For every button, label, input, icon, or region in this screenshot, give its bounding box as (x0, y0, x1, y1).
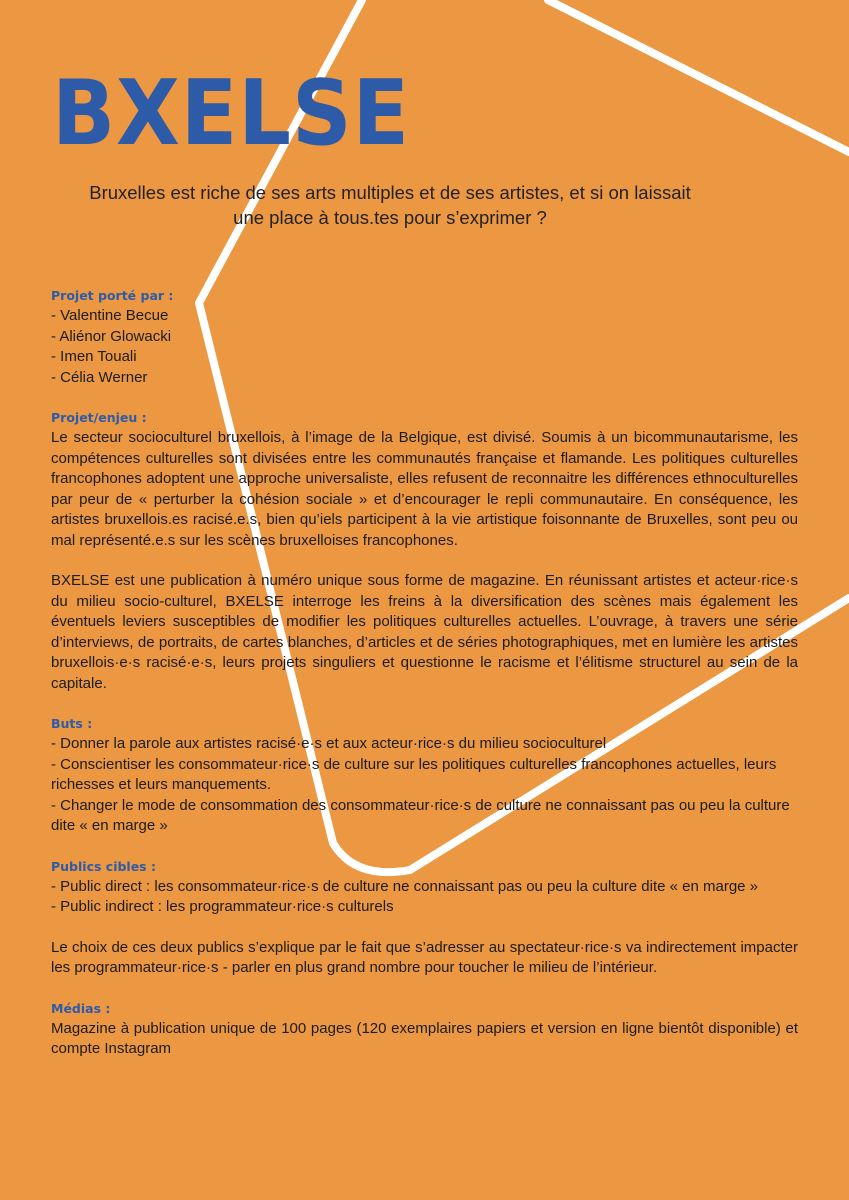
list-item: - Aliénor Glowacki (51, 327, 172, 345)
tagline (40, 180, 740, 230)
section-buts (51, 714, 798, 837)
enjeu-paragraph: BXELSE est une publication à numéro unique sous forme de magazine. En réunissant artistes et acteur·rice·s du milieu socio-culturel, BXELSE interroge les freins à la diversification des scènes mais également les éventuels leviers susceptibles de modifier les politiques culturelles actuelles. L’ouvrage, à travers une série d’interviews, de portraits, de cartes blanches, d’articles et de séries photographiques, met en lumière les artistes bruxellois·e·s racisé·e·s, leurs projets singuliers et questionne le racisme et l’élitisme structurel au sein de la capitale. (51, 572, 798, 692)
list-item: - Célia Werner (51, 368, 148, 386)
tagline-line-2: une place à tous.tes pour s’exprimer ? (233, 207, 547, 228)
porteurs-list (51, 306, 798, 388)
project-description (51, 286, 798, 1060)
list-item: - Donner la parole aux artistes racisé·e·s et aux acteur·rice·s du milieu socioculturel (51, 735, 607, 752)
list-item: - Changer le mode de consommation des consommateur·rice·s de culture ne connaissant pas ou peu la culture dite « en marge » (51, 796, 790, 834)
enjeu-paragraph: Le secteur socioculturel bruxellois, à l’image de la Belgique, est divisé. Soumis à un bicommunautarisme, les compétences culturelles sont divisées entre les communautés française et flamande. Les politiques culturelles francophones adoptent une approche universaliste, elles refusent de reconnaitre les différences ethnoculturelles par peur de « perturber la cohésion sociale » et d’encourager le repli communautaire. En conséquence, les artistes bruxellois.es racisé.e.s, bien qu’iels participent à la vie artistique foisonnante de Bruxelles, sont peu ou mal représenté.e.s sur les scènes bruxelloises francophones. (51, 429, 798, 549)
list-item: - Imen Touali (51, 348, 137, 365)
section-heading-porteurs: Projet porté par : (51, 288, 174, 303)
buts-list (51, 734, 798, 837)
section-enjeu (51, 408, 798, 694)
section-medias (51, 999, 798, 1060)
brand-logo: BXELSE (52, 61, 410, 166)
publics-paragraph: Le choix de ces deux publics s’explique par le fait que s’adresser au spectateur·rice·s va indirectement impacter les programmateur·rice·s - parler en plus grand nombre pour toucher le milieu de l’intérieur. (51, 938, 798, 976)
tagline-line-1: Bruxelles est riche de ses arts multiples et de ses artistes, et si on laissait (89, 182, 691, 203)
section-heading-medias: Médias : (51, 1000, 111, 1016)
list-item: - Public indirect : les programmateur·rice·s culturels (51, 898, 394, 915)
section-publics (51, 857, 798, 979)
list-item: - Conscientiser les consommateur·rice·s de culture sur les politiques culturelles francophones actuelles, leurs richesses et leurs manquements. (51, 755, 777, 793)
list-item: - Public direct : les consommateur·rice·s de culture ne connaissant pas ou peu la culture dite « en marge » (51, 877, 759, 895)
section-heading-buts: Buts : (51, 716, 93, 731)
section-porteurs (51, 286, 798, 388)
section-heading-enjeu: Projet/enjeu : (51, 410, 147, 425)
publics-list (51, 877, 798, 918)
medias-paragraph: Magazine à publication unique de 100 pages (120 exemplaires papiers et version en ligne bientôt disponible) et compte Instagram (51, 1019, 798, 1057)
list-item: - Valentine Becue (51, 307, 169, 324)
section-heading-publics: Publics cibles : (51, 858, 156, 874)
